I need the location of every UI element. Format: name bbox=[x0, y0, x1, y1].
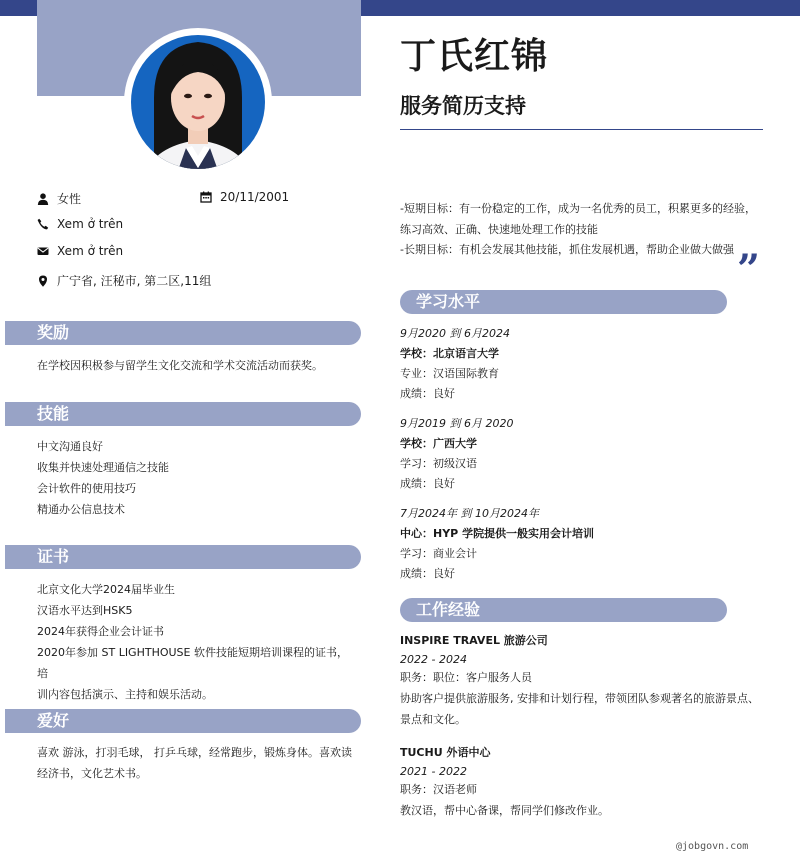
list-item: 2024年获得企业会计证书 bbox=[37, 625, 164, 638]
education-entry bbox=[400, 414, 765, 494]
education-school: 学校：北京语言大学 bbox=[400, 347, 499, 360]
list-item: 训内容包括演示、主持和娱乐活动。 bbox=[37, 688, 213, 701]
education-school: 学校：广西大学 bbox=[400, 437, 477, 450]
list-item: 中文沟通良好 bbox=[37, 440, 103, 453]
awards-section-header: 奖励 bbox=[5, 321, 361, 345]
experience-company: INSPIRE TRAVEL 旅游公司 bbox=[400, 634, 548, 647]
certificates-section-header: 证书 bbox=[5, 545, 361, 569]
person-icon bbox=[37, 193, 49, 205]
objective-line: -长期目标：有机会发展其他技能，抓住发展机遇，帮助企业做大做强 bbox=[400, 243, 734, 256]
address-value: 广宁省, 汪秘市, 第二区,11组 bbox=[57, 274, 212, 288]
hobbies-section-header: 爱好 bbox=[5, 709, 361, 733]
education-detail: 学习：初级汉语 bbox=[400, 457, 477, 470]
education-date: 9月2020 到 6月2024 bbox=[400, 327, 510, 340]
list-item: 会计软件的使用技巧 bbox=[37, 482, 136, 495]
education-entry bbox=[400, 324, 765, 404]
education-result: 成绩：良好 bbox=[400, 477, 455, 490]
experience-position: 职务：职位：客户服务人员 bbox=[400, 671, 532, 684]
skills-section-header: 技能 bbox=[5, 402, 361, 426]
objective-line: -短期目标：有一份稳定的工作，成为一名优秀的员工，积累更多的经验， bbox=[400, 202, 756, 215]
address-row bbox=[37, 272, 211, 289]
calendar-icon bbox=[200, 191, 212, 203]
experience-date: 2021 - 2022 bbox=[400, 765, 467, 778]
experience-date: 2022 - 2024 bbox=[400, 653, 467, 666]
list-item: 北京文化大学2024届毕业生 bbox=[37, 583, 175, 596]
experience-section-header: 工作经验 bbox=[400, 598, 727, 622]
title-divider bbox=[400, 129, 763, 130]
gender-row bbox=[37, 190, 81, 207]
education-section-header: 学习水平 bbox=[400, 290, 727, 314]
certificates-list bbox=[37, 579, 357, 705]
education-result: 成绩：良好 bbox=[400, 387, 455, 400]
education-detail: 专业：汉语国际教育 bbox=[400, 367, 499, 380]
list-item: 精通办公信息技术 bbox=[37, 503, 125, 516]
education-result: 成绩：良好 bbox=[400, 567, 455, 580]
email-row bbox=[37, 244, 123, 258]
description-line: 景点和文化。 bbox=[400, 713, 466, 726]
envelope-icon bbox=[37, 245, 49, 257]
objective-line: 练习高效、正确、快速地处理工作的技能 bbox=[400, 222, 598, 236]
education-date: 7月2024年 到 10月2024年 bbox=[400, 507, 539, 520]
awards-text: 在学校因积极参与留学生文化交流和学术交流活动而获奖。 bbox=[37, 359, 323, 372]
list-item: 汉语水平达到HSK5 bbox=[37, 604, 133, 617]
description-line: 教汉语，帮中心备课，帮同学们修改作业。 bbox=[400, 804, 609, 817]
hobbies-line: 喜欢 游泳，打羽毛球， 打乒乓球，经常跑步，锻炼身体。喜欢读 bbox=[37, 746, 352, 759]
phone-row bbox=[37, 217, 123, 231]
experience-description bbox=[400, 688, 765, 730]
hobbies-line: 经济书，文化艺术书。 bbox=[37, 766, 147, 780]
avatar bbox=[124, 28, 272, 176]
experience-description bbox=[400, 800, 765, 821]
education-detail: 学习：商业会计 bbox=[400, 547, 477, 560]
email-value: Xem ở trên bbox=[57, 244, 124, 258]
education-date: 9月2019 到 6月 2020 bbox=[400, 417, 514, 430]
hobbies-text bbox=[37, 743, 367, 784]
description-line: 协助客户提供旅游服务, 安排和计划行程，带领团队参观著名的旅游景点、 bbox=[400, 692, 759, 705]
experience-position: 职务：汉语老师 bbox=[400, 783, 477, 796]
list-item: 收集并快速处理通信之技能 bbox=[37, 461, 169, 474]
birthdate-value: 20/11/2001 bbox=[220, 190, 290, 204]
education-school: 中心：HYP 学院提供一般实用会计培训 bbox=[400, 527, 595, 540]
phone-icon bbox=[37, 218, 49, 230]
list-item: 2020年参加 ST LIGHTHOUSE 软件技能短期培训课程的证书，培 bbox=[37, 646, 348, 680]
career-objective bbox=[400, 199, 770, 261]
location-pin-icon bbox=[37, 275, 49, 287]
watermark: @jobgovn.com bbox=[676, 841, 749, 852]
person-name: 丁氏红锦 bbox=[400, 36, 549, 77]
experience-entry bbox=[400, 631, 765, 730]
gender-value: 女性 bbox=[57, 192, 82, 206]
experience-entry bbox=[400, 743, 765, 821]
skills-list bbox=[37, 436, 169, 520]
job-title: 服务简历支持 bbox=[400, 94, 526, 118]
quote-icon: ” bbox=[737, 246, 761, 293]
experience-company: TUCHU 外语中心 bbox=[400, 746, 491, 759]
phone-value: Xem ở trên bbox=[57, 217, 124, 231]
education-entry bbox=[400, 504, 765, 584]
birthdate-row bbox=[200, 190, 289, 204]
